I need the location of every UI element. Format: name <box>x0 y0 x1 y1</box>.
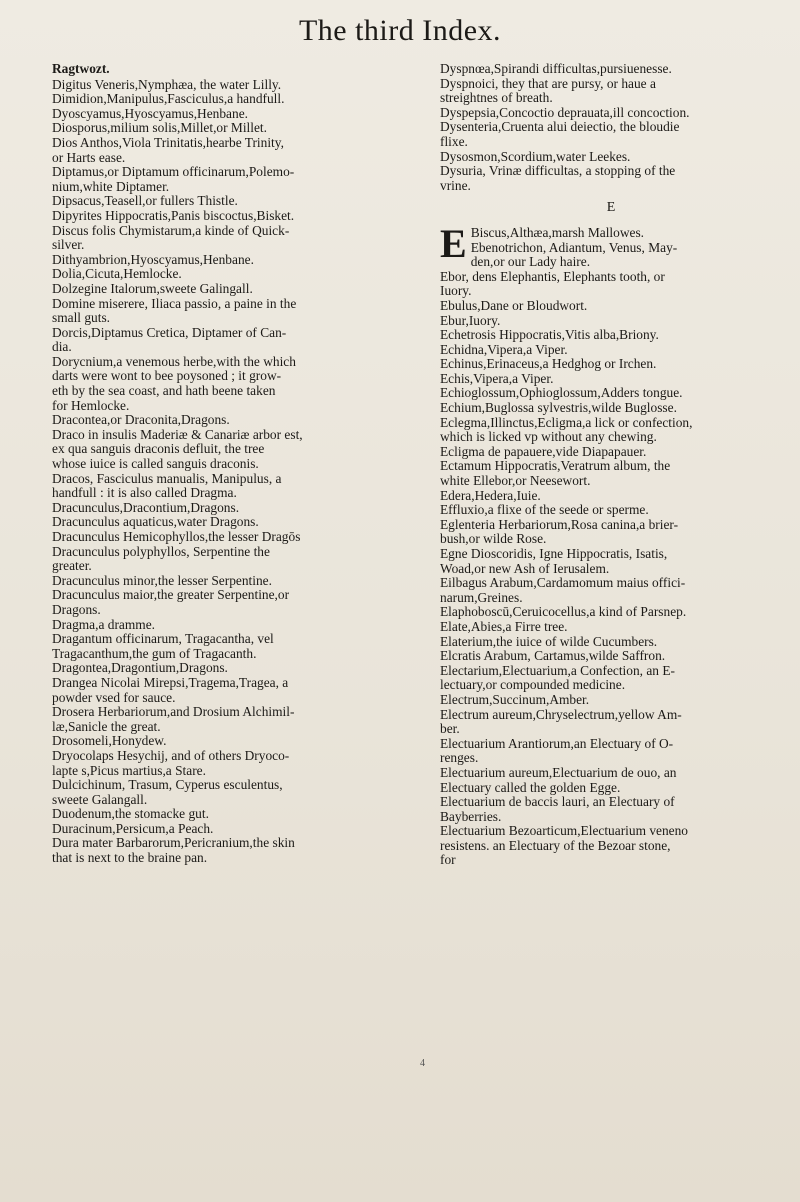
index-line: sweete Galangall. <box>52 791 148 807</box>
right-d-entries <box>440 62 782 193</box>
index-line: Egne Dioscoridis, Igne Hippocratis, Isatis, <box>440 546 668 561</box>
index-line: Digitus Veneris,Nymphæa, the water Lilly. <box>52 76 282 92</box>
index-line: Ebur,Iuory. <box>440 312 501 328</box>
index-line: Dios Anthos,Viola Trinitatis,hearbe Trinity, <box>52 134 284 150</box>
index-line: nium,white Diptamer. <box>52 178 170 194</box>
footer-mark: 4 <box>420 1058 425 1069</box>
index-line: Electrum aureum,Chryselectrum,yellow Am- <box>440 706 682 722</box>
index-line: Echioglossum,Ophioglossum,Adders tongue. <box>440 385 683 401</box>
index-line: Echinus,Erinaceus,a Hedghog or Irchen. <box>440 356 657 372</box>
index-line: streightnes of breath. <box>440 90 553 106</box>
page-header: The third Index. <box>298 14 502 47</box>
index-line: Dipsacus,Teasell,or fullers Thistle. <box>52 193 238 209</box>
index-line: Draco in insulis Maderiæ & Canariæ arbor est, <box>52 426 303 442</box>
index-line: Electuary called the golden Egge. <box>440 779 621 795</box>
index-line: Ectamum Hippocratis,Veratrum album, the <box>440 458 671 474</box>
index-line: Dracunculus aquaticus,water Dragons. <box>52 514 259 530</box>
index-line: lapte s,Picus martius,a Stare. <box>52 762 206 778</box>
index-line: Dyoscyamus,Hyoscyamus,Henbane. <box>52 105 248 121</box>
index-line: for <box>440 852 456 868</box>
index-line: Elaphoboscū,Ceruicocellus,a kind of Parsnep. <box>440 604 687 620</box>
index-line: Echis,Vipera,a Viper. <box>440 370 554 386</box>
index-line: Dysosmon,Scordium,water Leekes. <box>440 148 631 164</box>
index-line: Drangea Nicolai Mirepsi,Tragema,Tragea, a <box>52 674 289 690</box>
index-line: Dryocolaps Hesychij, and of others Dryoco- <box>52 747 290 763</box>
index-line: Elate,Abies,a Firre tree. <box>440 618 568 634</box>
index-line: Dyspnœa,Spirandi difficultas,pursiuenesse. <box>440 61 672 76</box>
index-line: Diptamus,or Diptamum officinarum,Polemo- <box>52 164 295 180</box>
index-line: Domine miserere, Iliaca passio, a paine in the <box>52 295 297 311</box>
index-line: Dracunculus polyphyllos, Serpentine the <box>52 543 270 559</box>
index-line: Edera,Hedera,Iuie. <box>440 487 541 503</box>
drop-cap: E <box>440 220 467 266</box>
index-line: Dithyambrion,Hyoscyamus,Henbane. <box>52 251 254 267</box>
e-section <box>440 220 782 868</box>
index-line: silver. <box>52 237 85 253</box>
index-line: ber. <box>440 721 460 737</box>
index-line: Dorcis,Diptamus Cretica, Diptamer of Can- <box>52 324 287 340</box>
index-line: ex qua sanguis draconis defluit, the tree <box>52 441 265 457</box>
index-line: Dysuria, Vrinæ difficultas, a stopping of the <box>440 163 676 179</box>
index-line: Dracunculus Hemicophyllos,the lesser Dragōs <box>52 529 301 544</box>
index-line: white Ellebor,or Neesewort. <box>440 473 591 489</box>
index-line: Dracunculus,Dracontium,Dragons. <box>52 499 240 515</box>
index-line: Dracunculus minor,the lesser Serpentine. <box>52 572 272 588</box>
index-line: Dura mater Barbarorum,Pericranium,the skin <box>52 835 295 851</box>
index-line: Dracontea,or Draconita,Dragons. <box>52 412 230 428</box>
index-line: Echium,Buglossa sylvestris,wilde Buglosse. <box>440 400 677 416</box>
index-line: Dragontea,Dragontium,Dragons. <box>52 660 228 676</box>
index-line: Dulcichinum, Trasum, Cyperus esculentus, <box>52 777 283 793</box>
index-line: Dorycnium,a venemous herbe,with the which <box>52 353 296 369</box>
index-line: Electrum,Succinum,Amber. <box>440 691 590 707</box>
index-line: Effluxio,a flixe of the seede or sperme. <box>440 502 649 518</box>
index-line: Electarium,Electuarium,a Confection, an E- <box>440 662 675 678</box>
index-line: Drosera Herbariorum,and Drosium Alchimil- <box>52 704 295 720</box>
index-line: powder vsed for sauce. <box>52 689 176 705</box>
index-line: Electuarium aureum,Electuarium de ouo, an <box>440 764 677 780</box>
index-line: Electuarium Bezoarticum,Electuarium veneno <box>440 823 688 839</box>
index-line: Dolia,Cicuta,Hemlocke. <box>52 266 182 282</box>
index-line: that is next to the braine pan. <box>52 850 208 866</box>
index-line: Dimidion,Manipulus,Fasciculus,a handfull. <box>52 91 285 107</box>
index-line: handfull : it is also called Dragma. <box>52 485 237 501</box>
index-line: for Hemlocke. <box>52 397 130 413</box>
index-line: Duodenum,the stomacke gut. <box>52 806 209 822</box>
index-line: whose iuice is called sanguis draconis. <box>52 456 259 472</box>
section-letter: E <box>606 200 616 216</box>
right-column <box>440 62 782 868</box>
index-line: Ecligma de papauere,vide Diapapauer. <box>440 443 647 459</box>
index-line: flixe. <box>440 133 468 149</box>
index-line: Biscus,Althæa,marsh Mallowes. <box>470 224 645 240</box>
index-line: lectuary,or compounded medicine. <box>440 677 626 693</box>
index-line: Echidna,Vipera,a Viper. <box>440 341 568 357</box>
index-line: Dracunculus maior,the greater Serpentine,or <box>52 587 290 603</box>
index-line: Echetrosis Hippocratis,Vitis alba,Briony. <box>440 327 659 343</box>
right-e-entries <box>440 220 782 868</box>
index-line: Ebor, dens Elephantis, Elephants tooth, or <box>440 268 665 284</box>
index-line: læ,Sanicle the great. <box>52 718 161 734</box>
index-line: Dragma,a dramme. <box>52 616 155 632</box>
index-line: greater. <box>52 558 92 574</box>
index-line: or Harts ease. <box>52 149 126 165</box>
index-line: dia. <box>52 339 72 355</box>
index-line: narum,Greines. <box>440 589 523 605</box>
index-line: darts were wont to bee poysoned ; it grow- <box>52 368 282 384</box>
index-line: Electuarium de baccis lauri, an Electuary of <box>440 794 675 810</box>
index-line: eth by the sea coast, and hath beene taken <box>52 383 276 399</box>
left-column <box>52 62 430 866</box>
index-line: which is licked vp without any chewing. <box>440 429 657 445</box>
index-line: Dolzegine Italorum,sweete Galingall. <box>52 280 253 296</box>
index-line: Eglenteria Herbariorum,Rosa canina,a brier- <box>440 516 679 532</box>
index-line: Elcratis Arabum, Cartamus,wilde Saffron. <box>440 648 666 664</box>
index-line: bush,or wilde Rose. <box>440 531 547 547</box>
index-line: Dysenteria,Cruenta alui deiectio, the bloudie <box>440 119 680 135</box>
index-line: Ebulus,Dane or Bloudwort. <box>440 297 588 313</box>
index-line: Duracinum,Persicum,a Peach. <box>52 820 214 836</box>
index-line: Iuory. <box>440 283 472 299</box>
left-entries <box>52 78 430 866</box>
catchword: Ragtwozt. <box>52 61 110 76</box>
index-line: Discus folis Chymistarum,a kinde of Quick- <box>52 222 290 238</box>
index-line: Electuarium Arantiorum,an Electuary of O- <box>440 735 674 751</box>
index-line: Dyspnoici, they that are pursy, or haue a <box>440 75 656 91</box>
index-line: Dragons. <box>52 601 101 617</box>
index-line: Diosporus,milium solis,Millet,or Millet. <box>52 120 268 136</box>
index-line: Eclegma,Illinctus,Ecligma,a lick or confection, <box>440 414 693 430</box>
index-line: Dyspepsia,Concoctio deprauata,ill concoction. <box>440 104 690 120</box>
index-line: Dragantum officinarum, Tragacantha, vel <box>52 631 274 647</box>
index-line: Elaterium,the iuice of wilde Cucumbers. <box>440 633 658 649</box>
index-line: Bayberries. <box>440 808 502 824</box>
index-line: Tragacanthum,the gum of Tragacanth. <box>52 645 257 661</box>
index-line: resistens. an Electuary of the Bezoar stone, <box>440 837 671 853</box>
index-line: Eilbagus Arabum,Cardamomum maius offici- <box>440 575 686 591</box>
index-line: renges. <box>440 750 479 766</box>
index-line: Woad,or new Ash of Ierusalem. <box>440 560 610 576</box>
index-line: Dracos, Fasciculus manualis, Manipulus, a <box>52 470 282 486</box>
index-line: den,or our Lady haire. <box>470 254 591 270</box>
index-line: Ebenotrichon, Adiantum, Venus, May- <box>470 239 678 255</box>
index-line: small guts. <box>52 310 111 326</box>
index-line: vrine. <box>440 177 471 193</box>
index-line: Dipyrites Hippocratis,Panis biscoctus,Bisket. <box>52 207 295 223</box>
index-line: Drosomeli,Honydew. <box>52 733 167 749</box>
